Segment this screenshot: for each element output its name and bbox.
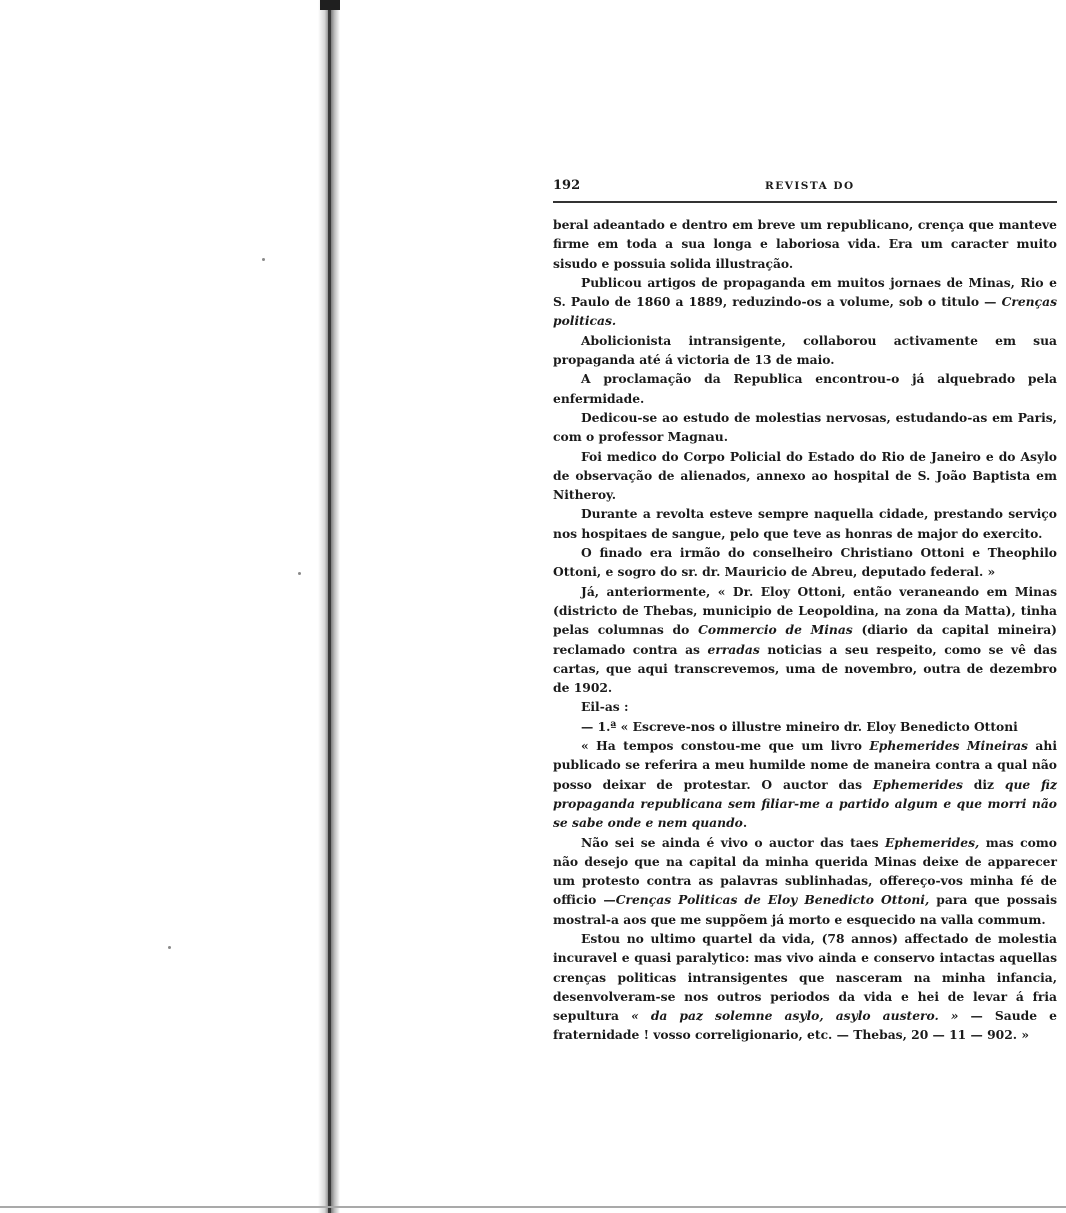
scan-speck xyxy=(168,946,171,949)
paragraph: Publicou artigos de propaganda em muitos jornaes de Minas, Rio e S. Paulo de 1860 a 1889, reduzindo-os a volume, sob o titulo — Crenças politicas. xyxy=(553,274,1057,329)
scan-speck xyxy=(298,572,301,575)
book-gutter xyxy=(314,0,350,1213)
binding-top-mark xyxy=(320,0,340,10)
paragraph: « Ha tempos constou-me que um livro Ephemerides Mineiras ahi publicado se referira a meu humilde nome de maneira contra a qual não posso deixar de protestar. O auctor das Ephemerides diz que fiz propaganda republicana sem filiar-me a partido algum e que morri não se sabe onde e nem quando. xyxy=(553,738,1057,831)
paragraph: beral adeantado e dentro em breve um republicano, crença que manteve firme em toda a sua longa e laboriosa vida. Era um caracter muito sisudo e possuia solida illustração. xyxy=(553,217,1057,271)
page-header xyxy=(553,178,1057,198)
paragraph: Já, anteriormente, « Dr. Eloy Ottoni, então veraneando em Minas (districto de Thebas, municipio de Leopoldina, na zona da Matta), tinha pelas columnas do Commercio de Minas (diario da capital mineira) reclamado contra as erradas noticias a seu respeito, como se vê das cartas, que aqui transcrevemos, uma de novembro, outra de dezembro de 1902. xyxy=(553,583,1057,696)
binding-line xyxy=(328,0,331,1213)
page-bottom-edge xyxy=(0,1206,1066,1208)
paragraph: Abolicionista intransigente, collaborou activamente em sua propaganda até á victoria de 13 de maio. xyxy=(553,332,1057,368)
book-page xyxy=(553,178,1057,1045)
scan-speck xyxy=(262,258,265,261)
paragraph: A proclamação da Republica encontrou-o já alquebrado pela enfermidade. xyxy=(553,371,1057,406)
running-title: REVISTA DO xyxy=(765,180,855,192)
paragraph: O finado era irmão do conselheiro Christiano Ottoni e Theophilo Ottoni, e sogro do sr. dr. Mauricio de Abreu, deputado federal. » xyxy=(553,545,1057,580)
paragraph: Foi medico do Corpo Policial do Estado do Rio de Janeiro e do Asylo de observação de alienados, annexo ao hospital de S. João Baptista em Nitheroy. xyxy=(553,448,1057,503)
paragraph: Estou no ultimo quartel da vida, (78 annos) affectado de molestia incuravel e quasi paralytico: mas vivo ainda e conservo intactas aquellas crenças politicas intransigentes que nasceram na minha infancia, desenvolveram-se nos outros periodos da vida e hei de levar á fria sepultura « da paz solemne asylo, asylo austero. » — Saude e fraternidade ! vosso correligionario, etc. — Thebas, 20 — 11 — 902. » xyxy=(553,930,1057,1043)
paragraph: Não sei se ainda é vivo o auctor das taes Ephemerides, mas como não desejo que na capital da minha querida Minas deixe de apparecer um protesto contra as palavras sublinhadas, offereço-vos minha fé de officio —Crenças Politicas de Eloy Benedicto Ottoni, para que possais mostral-a aos que me suppõem já morto e esquecido na valla commum. xyxy=(553,834,1058,927)
paragraph: Durante a revolta esteve sempre naquella cidade, prestando serviço nos hospitaes de sangue, pelo que teve as honras de major do exercito. xyxy=(553,506,1057,541)
paragraph: — 1.ª « Escreve-nos o illustre mineiro dr. Eloy Benedicto Ottoni xyxy=(581,718,1018,734)
header-rule xyxy=(553,201,1057,203)
paragraph: Dedicou-se ao estudo de molestias nervosas, estudando-as em Paris, com o professor Magnau. xyxy=(553,409,1057,445)
body-text xyxy=(553,215,1057,1045)
paragraph: Eil-as : xyxy=(581,699,629,715)
page-number: 192 xyxy=(553,178,581,193)
